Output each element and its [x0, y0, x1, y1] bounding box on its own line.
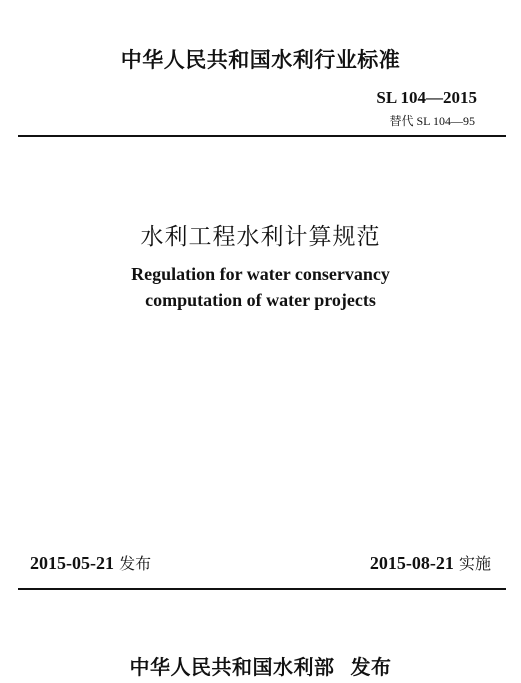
implementation-date [370, 551, 491, 574]
implementation-date-value: 2015-08-21 [369, 553, 454, 573]
issue-date [30, 551, 151, 574]
document-title-chinese: 水利工程水利计算规范 [140, 224, 381, 250]
issuer-action: 发布 [350, 655, 392, 679]
bottom-divider [18, 588, 506, 590]
issue-date-value: 2015-05-21 [30, 553, 114, 573]
standard-category-title: 中华人民共和国水利行业标准 [120, 48, 401, 72]
document-title-english-line2: computation of water projects [145, 290, 376, 310]
document-title-english-line1: Regulation for water conservancy [131, 264, 390, 284]
standard-code: SL 104—2015 [376, 88, 477, 107]
replaced-standard: 替代 SL 104—95 [389, 114, 475, 128]
issuing-authority [0, 651, 521, 680]
top-divider [18, 135, 506, 137]
issuer-name: 中华人民共和国水利部 [129, 655, 335, 679]
implementation-date-label: 实施 [458, 554, 491, 573]
issue-date-label: 发布 [119, 554, 152, 573]
